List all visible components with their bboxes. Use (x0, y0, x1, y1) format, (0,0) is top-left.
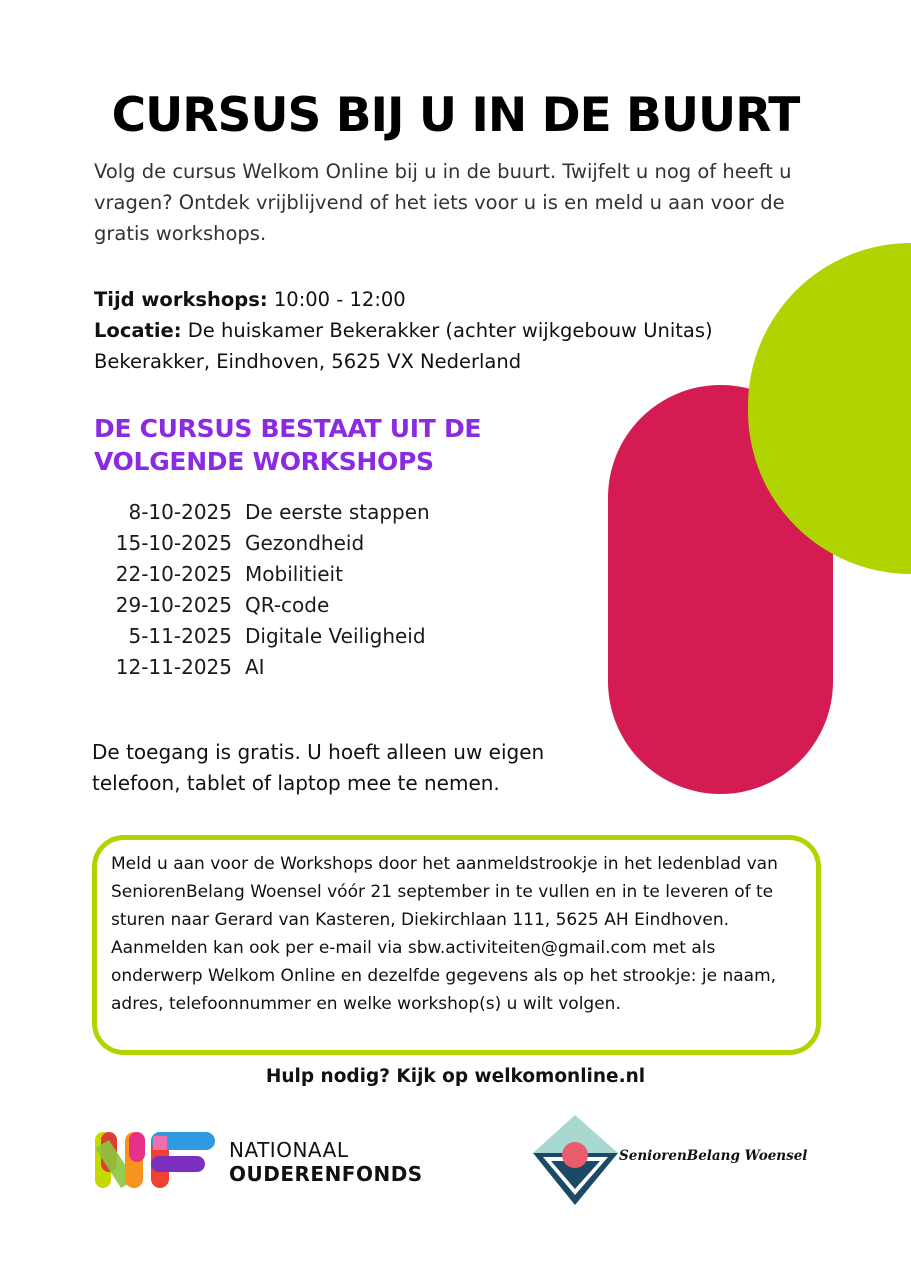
time-label: Tijd workshops: (94, 288, 268, 311)
workshop-name: Digitale Veiligheid (245, 624, 426, 648)
workshop-row (94, 652, 430, 683)
workshop-date: 8-10-2025 (128, 500, 232, 524)
nof-line2: OUDERENFONDS (229, 1162, 423, 1186)
workshop-name: AI (245, 655, 265, 679)
signup-box (92, 835, 821, 1055)
nof-line1: NATIONAAL (229, 1138, 349, 1162)
location-line (94, 315, 713, 346)
workshop-name: QR-code (245, 593, 330, 617)
page-title: CURSUS BIJ U IN DE BUURT (111, 88, 800, 143)
workshop-date: 12-11-2025 (115, 655, 232, 679)
location-value: De huiskamer Bekerakker (achter wijkgebouw Unitas) (187, 319, 713, 342)
time-line (94, 284, 713, 315)
sbw-logo-icon (533, 1115, 618, 1205)
help-text: Hulp nodig? Kijk op welkomonline.nl (265, 1066, 646, 1087)
workshop-row (94, 497, 430, 528)
workshop-row (94, 590, 430, 621)
sbw-wordmark: SeniorenBelang Woensel (619, 1148, 808, 1164)
workshop-row (94, 559, 430, 590)
signup-text: Meld u aan voor de Workshops door het aanmeldstrookje in het ledenblad van SeniorenBelang Woensel vóór 21 september in te vullen en in te leveren of te sturen naar Gerard van Kasteren, Diekirchlaan 111, 5625 AH Eindhoven. Aanmelden kan ook per e-mail via sbw.activiteiten@gmail.com met als onderwerp Welkom Online en dezelfde gegevens als op het strookje: je naam, adres, telefoonnummer en welke workshop(s) u wilt volgen. (111, 854, 778, 1014)
nof-logo-icon (95, 1132, 215, 1188)
workshops-heading: DE CURSUS BESTAAT UIT DE VOLGENDE WORKSHOPS (94, 414, 482, 476)
access-text: De toegang is gratis. U hoeft alleen uw eigen telefoon, tablet of laptop mee te nemen. (92, 740, 545, 795)
nof-wordmark (229, 1138, 423, 1186)
workshop-row (94, 528, 430, 559)
workshop-date: 29-10-2025 (115, 593, 232, 617)
time-value: 10:00 - 12:00 (273, 288, 406, 311)
info-block (94, 284, 713, 377)
workshop-name: De eerste stappen (245, 500, 430, 524)
intro-text: Volg de cursus Welkom Online bij u in de buurt. Twijfelt u nog of heeft u vragen? Ontdek vrijblijvend of het iets voor u is en meld u aan voor de gratis workshops. (94, 160, 792, 245)
workshop-date: 22-10-2025 (115, 562, 232, 586)
workshop-date: 15-10-2025 (115, 531, 232, 555)
workshop-date: 5-11-2025 (128, 624, 232, 648)
address-line: Bekerakker, Eindhoven, 5625 VX Nederland (94, 350, 522, 373)
workshop-name: Mobilitieit (245, 562, 343, 586)
location-label: Locatie: (94, 319, 182, 342)
workshop-name: Gezondheid (245, 531, 365, 555)
workshop-row (94, 621, 430, 652)
workshop-list (94, 497, 430, 683)
